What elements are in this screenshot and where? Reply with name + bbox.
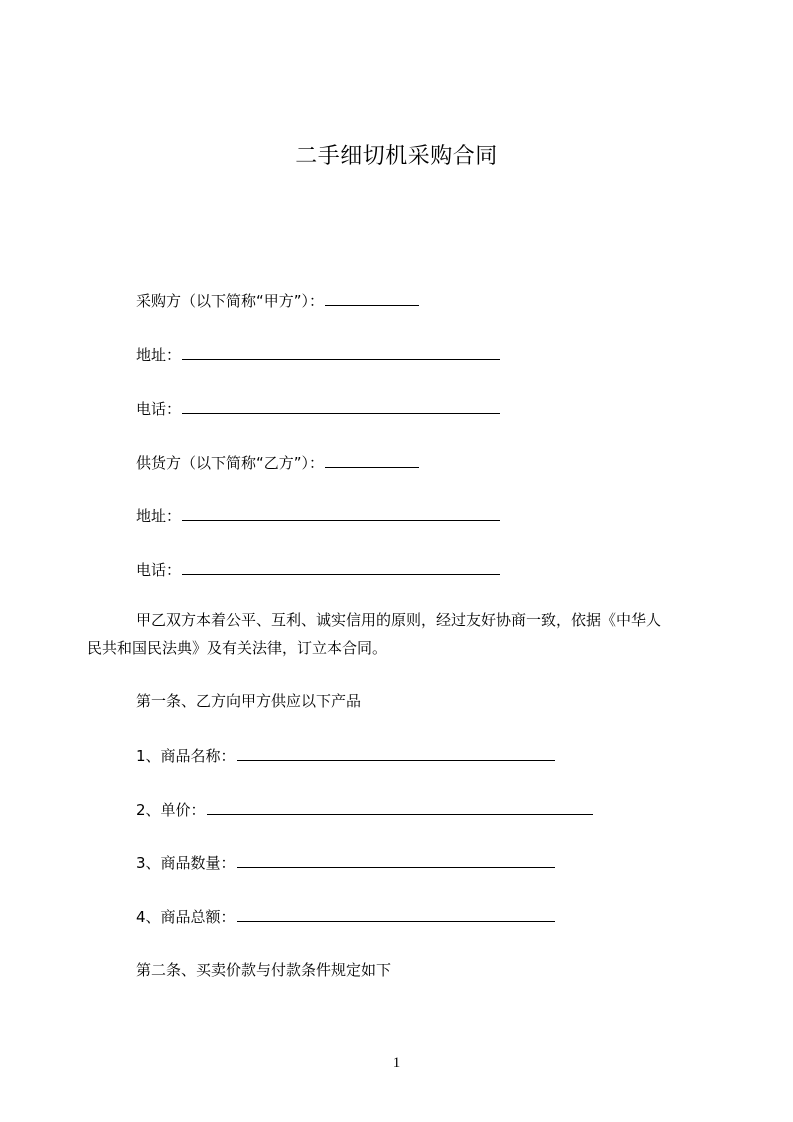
party-a-phone-line — [136, 398, 500, 419]
party-b-address-label: 地址： — [136, 507, 182, 525]
party-b-phone-label: 电话： — [136, 561, 182, 579]
preamble-line-2: 民共和国民法典》及有关法律，订立本合同。 — [87, 639, 388, 657]
preamble-paragraph — [87, 606, 708, 662]
party-b-address-line — [136, 505, 500, 526]
party-a-phone-blank[interactable] — [182, 398, 500, 414]
item-line-unit-price — [136, 799, 593, 820]
party-b-phone-blank[interactable] — [182, 559, 500, 575]
item-label: 4、商品总额： — [136, 908, 236, 926]
party-a-phone-label: 电话： — [136, 400, 182, 418]
item-label: 3、商品数量： — [136, 854, 236, 872]
item-line-product-name — [136, 745, 555, 766]
party-b-phone-line — [136, 559, 500, 580]
article-2-heading: 第二条、买卖价款与付款条件规定如下 — [136, 961, 392, 979]
item-label: 2、单价： — [136, 801, 206, 819]
party-b-name-blank[interactable] — [325, 452, 419, 468]
party-b-line — [136, 452, 419, 473]
preamble-line-1: 甲乙双方本着公平、互利、诚实信用的原则，经过友好协商一致，依据《中华人 — [136, 611, 662, 629]
unit-price-blank[interactable] — [207, 799, 593, 815]
party-a-address-blank[interactable] — [182, 344, 500, 360]
item-label: 1、商品名称： — [136, 747, 236, 765]
party-b-label: 供货方（以下简称“乙方”）： — [136, 454, 325, 472]
party-a-address-label: 地址： — [136, 346, 182, 364]
quantity-blank[interactable] — [237, 852, 555, 868]
party-a-line — [136, 290, 419, 311]
party-b-address-blank[interactable] — [182, 505, 500, 521]
total-amount-blank[interactable] — [237, 906, 555, 922]
document-title: 二手细切机采购合同 — [295, 144, 498, 169]
article-1-heading: 第一条、乙方向甲方供应以下产品 — [136, 692, 362, 710]
product-name-blank[interactable] — [237, 745, 555, 761]
party-a-address-line — [136, 344, 500, 365]
item-line-quantity — [136, 852, 555, 873]
page-number: 1 — [392, 1055, 401, 1071]
item-line-total — [136, 906, 555, 927]
party-a-name-blank[interactable] — [325, 290, 419, 306]
party-a-label: 采购方（以下简称“甲方”）： — [136, 292, 325, 310]
